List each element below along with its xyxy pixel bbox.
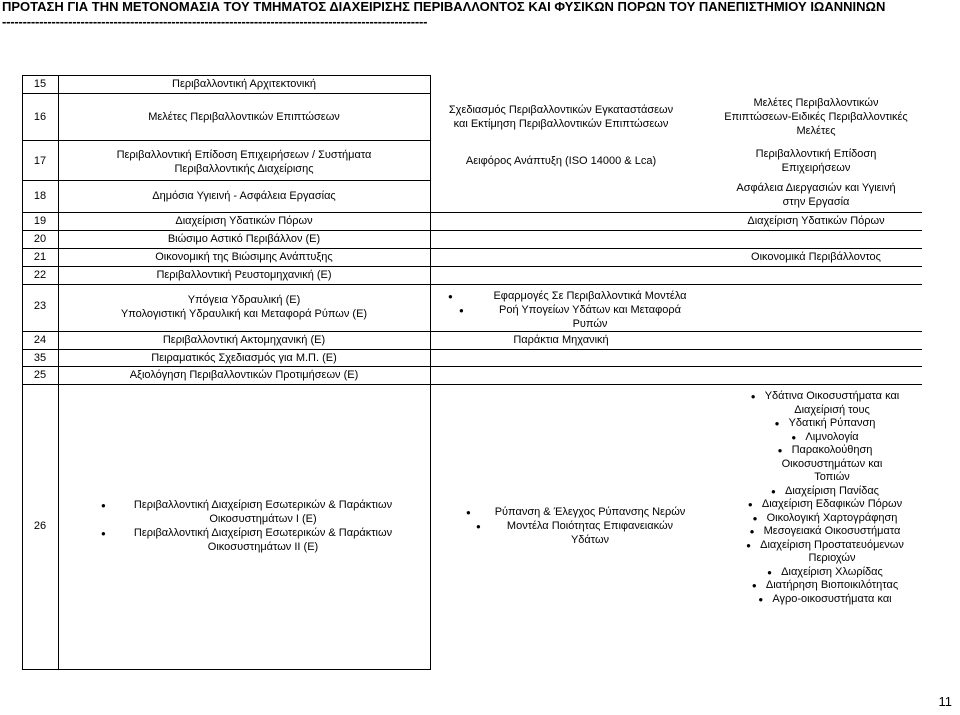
related-course: Παράκτια Μηχανική [513, 334, 609, 346]
bullet-icon: ● [476, 522, 481, 531]
related-course: Σχεδιασμός Περιβαλλοντικών Εγκαταστάσεων [448, 104, 674, 116]
list-item: Περιοχών [808, 552, 856, 564]
page-number: 11 [938, 694, 952, 709]
related-course: Εφαρμογές Σε Περιβαλλοντικά Μοντέλα [493, 290, 687, 302]
row-number: 22 [33, 269, 47, 281]
course-name: Βιώσιμο Αστικό Περιβάλλον (Ε) [167, 233, 321, 245]
course-name: Οικονομική της Βιώσιμης Ανάπτυξης [155, 251, 333, 263]
bullet-icon: ● [746, 540, 751, 550]
related-course: Ροή Υπογείων Υδάτων και Μεταφορά [499, 304, 681, 316]
row-number: 20 [33, 233, 47, 245]
bullet-icon: ● [758, 594, 764, 604]
bullet-icon: ● [777, 446, 783, 455]
list-item: ● Οικολογική Χαρτογράφηση [752, 511, 898, 524]
related-course: Μελέτες [796, 125, 836, 137]
bullet-icon: ● [791, 432, 797, 442]
related-course: Επιπτώσεων-Ειδικές Περιβαλλοντικές [724, 111, 908, 123]
bullet-icon: ● [767, 567, 772, 577]
page-title: ΠΡΟΤΑΣΗ ΓΙΑ ΤΗΝ ΜΕΤΟΝΟΜΑΣΙΑ ΤΟΥ ΤΜΗΜΑΤΟΣ ΔΙΑΧΕΙΡΙΣΗΣ ΠΕΡΙΒΑΛΛΟΝΤΟΣ ΚΑΙ ΦΥΣΙΚΩΝ ΠΟΡΩΝ ΤΟΥ ΠΑΝΕΠΙΣΤΗΜΙΟΥ ΙΩΑΝΝΙΝΩΝ [2, 0, 886, 14]
bullet-icon: ● [466, 508, 471, 517]
bullet-icon: ● [774, 419, 780, 428]
title-underline: ------------------------------------------------------------------------------------------------------- [2, 14, 428, 29]
related-course: και Εκτίμηση Περιβαλλοντικών Επιπτώσεων [453, 118, 669, 130]
related-course: Διαχείριση Υδατικών Πόρων [747, 215, 885, 227]
list-item: ● Μεσογειακά Οικοσυστήματα [749, 525, 901, 537]
row-number: 19 [33, 215, 47, 227]
row-number: 18 [33, 190, 47, 202]
row-number: 24 [33, 334, 47, 346]
list-item: ● Διαχείριση Προστατευόμενων [746, 538, 904, 551]
course-name: Μελέτες Περιβαλλοντικών Επιπτώσεων [148, 111, 340, 123]
course-name: Περιβαλλοντική Ακτομηχανική (Ε) [162, 334, 326, 346]
row-number: 17 [33, 155, 47, 167]
course-name: Οικοσυστημάτων ΙΙ (Ε) [207, 541, 319, 553]
list-item: Τοπιών [814, 471, 850, 483]
course-name: Υπολογιστική Υδραυλική και Μεταφορά Ρύπων (Ε) [120, 308, 368, 320]
course-name: Περιβαλλοντικής Διαχείρισης [174, 163, 314, 175]
list-item: ● Λιμνολογία [791, 430, 859, 443]
bullet-icon: ● [459, 306, 464, 315]
course-name: Περιβαλλοντική Επίδοση Επιχειρήσεων / Συστήματα [116, 149, 372, 161]
course-name: Υπόγεια Υδραυλική (Ε) [187, 294, 301, 306]
course-name: Περιβαλλοντική Διαχείριση Εσωτερικών & Παράκτιων [133, 527, 393, 539]
list-item: Οικοσυστημάτων και [781, 457, 883, 470]
bullet-icon: ● [752, 513, 758, 523]
row-number: 21 [33, 251, 47, 263]
course-name: Περιβαλλοντική Αρχιτεκτονική [172, 78, 316, 90]
course-name: Διαχείριση Υδατικών Πόρων [175, 215, 313, 227]
row-number: 26 [33, 520, 47, 532]
row-number: 35 [33, 352, 47, 364]
related-course: Μελέτες Περιβαλλοντικών [753, 97, 879, 109]
list-item: ● Υδάτινα Οικοσυστήματα και [750, 390, 900, 402]
related-course: Περιβαλλοντική Επίδοση [755, 148, 877, 160]
related-course: Ρυπών [572, 318, 608, 330]
related-course: Υδάτων [570, 534, 610, 546]
list-item: Διαχείρισή τους [794, 403, 870, 416]
related-course: Ασφάλεια Διεργασιών και Υγιεινή [736, 182, 896, 194]
bullet-icon: ● [448, 292, 453, 301]
list-item: ● Αγρο-οικοσυστήματα και [758, 592, 892, 605]
course-name: Πειραματικός Σχεδιασμός για Μ.Π. (Ε) [151, 352, 337, 364]
course-name: Περιβαλλοντική Ρευστομηχανική (Ε) [156, 269, 332, 281]
bullet-icon: ● [101, 501, 106, 510]
related-course: Οικονομικά Περιβάλλοντος [751, 251, 881, 263]
course-name: Περιβαλλοντική Διαχείριση Εσωτερικών & Παράκτιων [133, 499, 393, 511]
related-course: Αειφόρος Ανάπτυξη (ISO 14000 & Lca) [465, 155, 657, 167]
list-item: ● Υδατική Ρύπανση [774, 417, 876, 429]
bullet-icon: ● [751, 581, 757, 590]
related-course: Μοντέλα Ποιότητας Επιφανειακών [506, 520, 674, 532]
row-number: 15 [33, 78, 47, 90]
bullet-icon: ● [101, 529, 106, 538]
list-item: ● Διαχείριση Χλωρίδας [767, 565, 883, 578]
related-course: στην Εργασία [782, 196, 850, 208]
bullet-icon: ● [750, 392, 756, 401]
bullet-icon: ● [747, 500, 753, 509]
course-name: Δημόσια Υγιεινή - Ασφάλεια Εργασίας [152, 190, 336, 202]
course-name: Αξιολόγηση Περιβαλλοντικών Προτιμήσεων (Ε) [129, 369, 359, 381]
row-number: 16 [33, 111, 47, 123]
list-item: ● Διαχείριση Εδαφικών Πόρων [747, 498, 903, 510]
row-number: 23 [33, 300, 47, 312]
related-course: Ρύπανση & Έλεγχος Ρύπανσης Νερών [494, 506, 686, 518]
bullet-icon: ● [749, 527, 755, 536]
list-item: ● Διαχείριση Πανίδας [771, 484, 879, 497]
list-item: ● Διατήρηση Βιοποικιλότητας [751, 579, 899, 591]
course-name: Οικοσυστημάτων Ι (Ε) [209, 513, 317, 525]
related-course-list [732, 390, 932, 606]
list-item: ● Παρακολούθηση [777, 444, 873, 456]
related-course: Επιχειρήσεων [781, 162, 851, 174]
bullet-icon: ● [771, 486, 776, 496]
row-number: 25 [33, 369, 47, 381]
